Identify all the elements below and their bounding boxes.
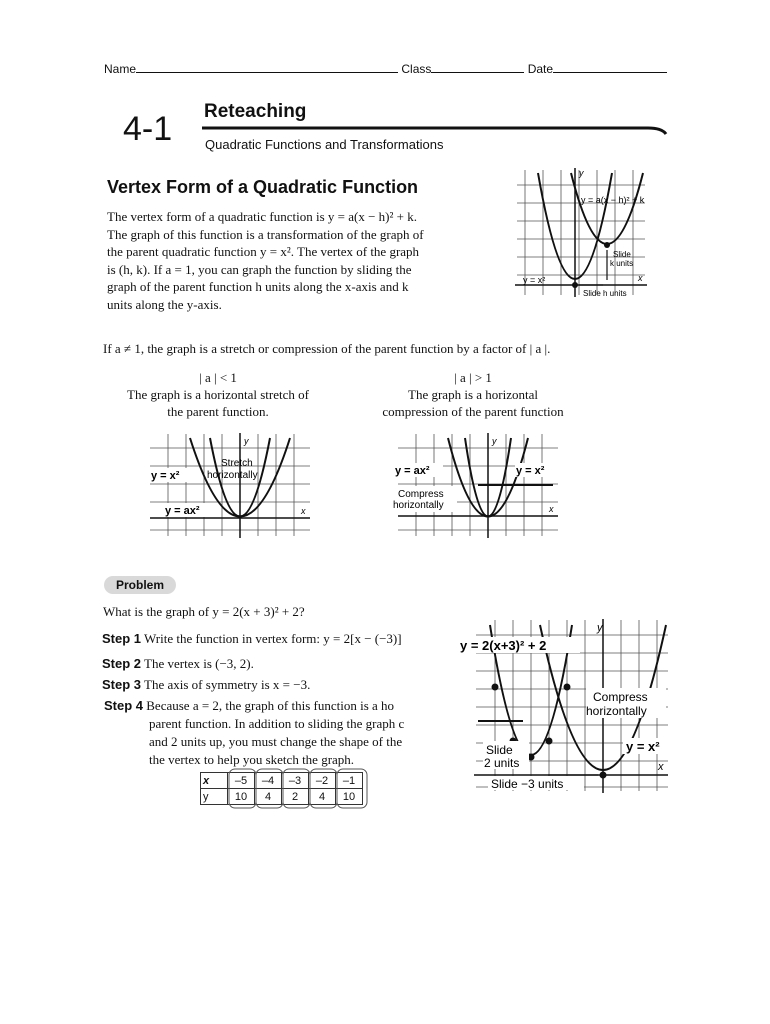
vertex-form-label: y = a(x − h)² + k <box>581 195 645 205</box>
shifted-parabola <box>571 173 643 244</box>
date-blank[interactable] <box>553 63 667 73</box>
table-cell: –4 <box>255 773 282 789</box>
parent-label: y = x² <box>516 465 545 477</box>
case-condition: | a | > 1 <box>454 370 492 385</box>
intro-line: the parent quadratic function y = x². The vertex of the graph <box>107 244 420 259</box>
parent-vertex <box>572 282 578 288</box>
slide-left-label: Slide −3 units <box>491 777 564 791</box>
x-axis-label: x <box>638 273 643 283</box>
compression-case <box>355 369 591 420</box>
compress-note: Compress <box>398 489 444 500</box>
intro-paragraph <box>107 208 497 313</box>
step-2 <box>102 656 254 672</box>
case-description: compression of the parent function <box>382 404 564 419</box>
step-text: parent function. In addition to sliding the graph c <box>149 716 405 731</box>
name-class-date-header <box>104 62 667 76</box>
intro-line: is (h, k). If a = 1, you can graph the function by sliding the <box>107 261 412 277</box>
step-label: Step 3 <box>102 677 142 692</box>
problem-badge: Problem <box>104 576 176 594</box>
table-cell: x <box>201 773 228 789</box>
lesson-title: Reteaching <box>204 101 307 122</box>
stretch-graph <box>145 430 315 540</box>
compress-note: Compress <box>593 690 648 704</box>
step-1 <box>102 631 457 647</box>
parent-label: y = x² <box>523 275 546 285</box>
stretch-sentence: If a ≠ 1, the graph is a stretch or compression of the parent function by a factor of | a |. <box>103 341 551 356</box>
slide-k-label: k units <box>610 259 634 268</box>
step-text: The vertex is (−3, 2). <box>144 656 254 671</box>
stretch-case <box>100 369 336 420</box>
stretch-note: horizontally <box>207 470 258 481</box>
lesson-subtitle: Quadratic Functions and Transformations <box>205 137 444 152</box>
section-title: Vertex Form of a Quadratic Function <box>107 177 419 197</box>
step-text: Write the function in vertex form: y = 2[x − (−3)] <box>144 631 402 646</box>
slide-h-label: Slide h units <box>583 289 627 298</box>
parent-label: y = x² <box>151 470 180 482</box>
table-cell: 10 <box>336 789 363 805</box>
step-text: The axis of symmetry is x = −3. <box>144 677 311 692</box>
y-axis-label: y <box>244 436 249 446</box>
name-label: Name <box>104 62 137 76</box>
problem-question: What is the graph of y = 2(x + 3)² + 2? <box>103 604 305 619</box>
parent-label: y = x² <box>626 739 660 754</box>
step-label: Step 2 <box>102 656 142 671</box>
case-description: the parent function. <box>167 404 269 419</box>
stretch-note: Stretch <box>221 458 253 469</box>
lesson-number: 4-1 <box>123 110 173 148</box>
case-description: The graph is a horizontal <box>408 387 538 402</box>
y-axis-label: y <box>597 622 603 634</box>
case-description: The graph is a horizontal stretch of <box>127 387 309 402</box>
compress-note: horizontally <box>393 500 444 511</box>
table-cell: 2 <box>282 789 309 805</box>
scaled-label: y = ax² <box>165 505 200 517</box>
problem-graph <box>458 615 673 795</box>
step-4 <box>104 697 454 769</box>
name-blank[interactable] <box>136 63 398 73</box>
intro-line: The graph of this function is a transformation of the graph of <box>107 226 424 242</box>
table-cell: y <box>201 789 228 805</box>
title-rule <box>200 122 670 136</box>
x-axis-label: x <box>549 504 554 514</box>
class-label: Class <box>401 62 432 76</box>
scaled-label: y = ax² <box>395 465 430 477</box>
step-text: Because a = 2, the graph of this function is a ho <box>146 698 395 713</box>
table-cell: 4 <box>309 789 336 805</box>
shifted-vertex <box>604 242 610 248</box>
table-cell: 10 <box>228 789 255 805</box>
values-table <box>200 772 363 805</box>
x-axis-label: x <box>658 761 664 773</box>
table-cell: –5 <box>228 773 255 789</box>
intro-line: The vertex form of a quadratic function is y = a(x − h)² + k. <box>107 209 417 224</box>
class-blank[interactable] <box>431 63 524 73</box>
step-text: and 2 units up, you must change the shape of the <box>149 734 403 749</box>
y-axis-label: y <box>492 436 497 446</box>
table-cell: –3 <box>282 773 309 789</box>
table-cell: –2 <box>309 773 336 789</box>
case-condition: | a | < 1 <box>199 370 237 385</box>
vertex-form-graph <box>505 165 665 300</box>
step-label: Step 4 <box>104 698 144 713</box>
intro-line: units along the y-axis. <box>107 296 222 312</box>
compression-graph <box>393 430 563 540</box>
step-text: the vertex to help you sketch the graph. <box>149 752 355 767</box>
equation-label: y = 2(x+3)² + 2 <box>460 638 547 653</box>
x-axis-label: x <box>301 506 306 516</box>
slide-up-label: 2 units <box>484 756 520 770</box>
intro-line: graph of the parent function h units along the x-axis and k <box>107 279 409 294</box>
table-cell: 4 <box>255 789 282 805</box>
date-label: Date <box>527 62 554 76</box>
step-3 <box>102 677 310 693</box>
compress-note: horizontally <box>586 704 647 718</box>
pair-circles <box>200 768 370 810</box>
slide-k-label: Slide <box>613 250 631 259</box>
table-cell: –1 <box>336 773 363 789</box>
step-label: Step 1 <box>102 631 142 646</box>
y-axis-label: y <box>579 168 584 178</box>
slide-up-label: Slide <box>486 743 513 757</box>
